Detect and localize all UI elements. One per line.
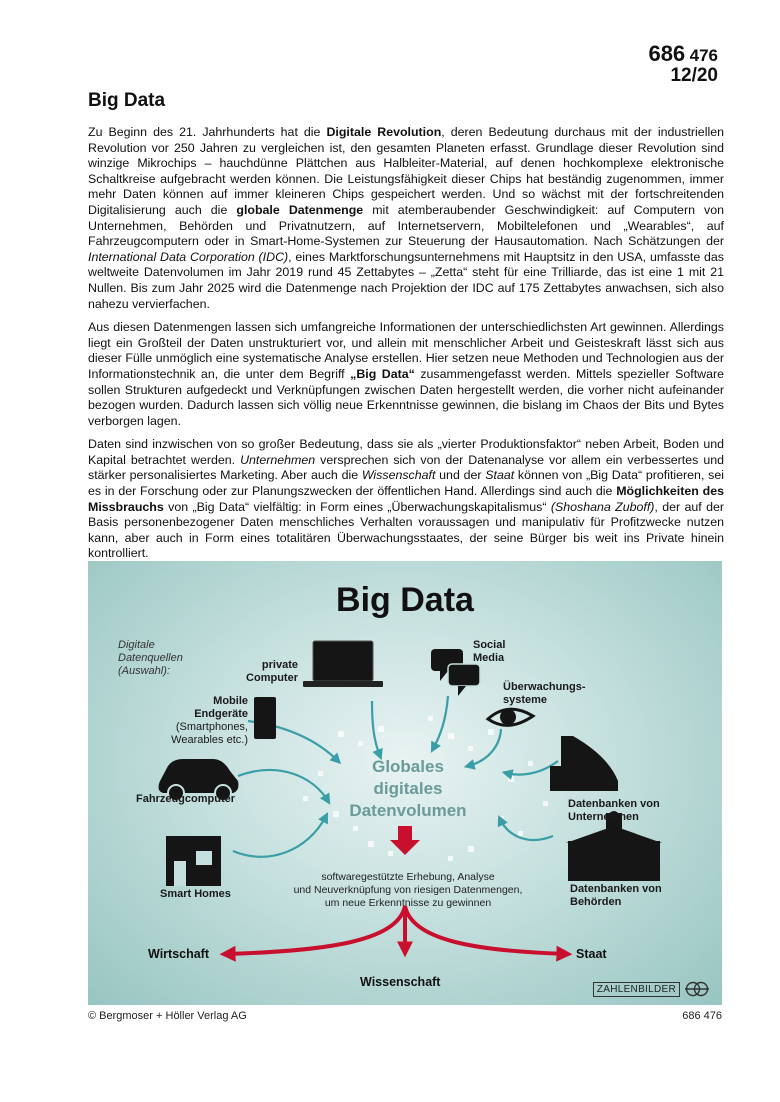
paragraph: Aus diesen Datenmengen lassen sich umfangreiche Informationen der unterschiedlichsten Art gewinnen. Allerdings liegt ein Großteil der Daten unstrukturiert vor, und allein mit menschlicher Arbeit und Geisteskraft lässt sich aus dieser Fülle unmöglich eine systematische Analyse erstellen. Hier setzen neue Methoden und Technologien aus der Informationstechnik an, die unter dem Begriff „Big Data“ zusammengefasst werden. Mittels spezieller Software sollen Strukturen aufgedeckt und Verknüpfungen zwischen Daten hergestellt werden, die vorher nicht aufeinander bezogen wurden. Dadurch lassen sich völlig neue Erkenntnisse gewinnen, die bislang im Chaos der Bits und Bytes verborgen lagen. bbox=[88, 320, 724, 428]
sources-heading: Digitale Datenquellen (Auswahl): bbox=[118, 639, 183, 677]
smartphone-icon bbox=[254, 697, 276, 739]
eye-icon bbox=[488, 709, 533, 725]
outcome-science: Wissenschaft bbox=[360, 975, 441, 989]
laptop-icon bbox=[303, 641, 383, 687]
process-description: softwaregestützte Erhebung, Analyse und Neuverknüpfung von riesigen Datenmengen, um neue Erkenntnisse zu gewinnen bbox=[293, 871, 523, 909]
paragraph: Daten sind inzwischen von so großer Bedeutung, dass sie als „vierter Produktionsfaktor“ neben Arbeit, Boden und Kapital betrachtet werden. Unternehmen versprechen sich von der Datenanalyse vor allem ein verbessertes und stärker personalisiertes Marketing. Aber auch die Wissenschaft und der Staat können von „Big Data“ profitieren, sei es in der Forschung oder zur Planungszwecken der öffentlichen Hand. Allerdings sind auch die Möglichkeiten des Missbrauchs von „Big Data“ vielfältig: in Form eines „Überwachungskapitalismus“ (Shoshana Zuboff), der auf der Basis personenbezogener Daten menschliches Verhalten voraussagen und manipulativ für Profitzwecke nutzen kann, aber auch in Form eines totalitären Überwachungsstaates, der seine Bürger bis weit ins Private hinein kontrolliert. bbox=[88, 437, 724, 561]
logo-rings-icon bbox=[684, 981, 710, 997]
number-sub: 476 bbox=[689, 46, 718, 65]
footer-code: 686 476 bbox=[682, 1010, 722, 1022]
number-main: 686 bbox=[648, 41, 686, 66]
issue-date: 12/20 bbox=[670, 64, 718, 86]
label-smart-homes: Smart Homes bbox=[160, 888, 231, 900]
body-text bbox=[88, 125, 724, 570]
infographic-title: Big Data bbox=[336, 581, 474, 619]
red-down-arrow-icon bbox=[390, 826, 420, 855]
copyright: © Bergmoser + Höller Verlag AG bbox=[88, 1010, 247, 1022]
zahlenbilder-logo: ZAHLENBILDER bbox=[593, 981, 710, 997]
label-authority-db: Datenbanken von Behörden bbox=[570, 883, 662, 908]
outcome-economy: Wirtschaft bbox=[148, 947, 210, 961]
label-private-computer: private Computer bbox=[246, 659, 298, 684]
label-surveillance: Überwachungs- systeme bbox=[503, 681, 586, 706]
company-building-icon bbox=[550, 736, 618, 791]
label-vehicle: Fahrzeugcomputer bbox=[136, 793, 236, 805]
label-mobile: Mobile Endgeräte (Smartphones, Wearables etc.) bbox=[171, 695, 248, 746]
paragraph: Zu Beginn des 21. Jahrhunderts hat die Digitale Revolution, deren Bedeutung durchaus mit der industriellen Revolution vor 250 Jahren zu vergleichen ist, den gesamten Planeten erfasst. Grundlage dieser Revolution sind winzige Mikrochips – hauchdünne Plättchen aus Halbleiter-Material, auf denen hochkomplexe elektronische Schaltkreise aufgebracht werden können. Die Leistungsfähigkeit dieser Chips hat beständig zugenommen, immer mehr Daten können auf immer kleineren Chips gespeichert werden. Und so wächst mit der fortschreitenden Digitalisierung auch die globale Datenmenge mit atemberaubender Geschwindigkeit: auf Computern von Unternehmen, Behörden und Privatnutzern, auf Internetservern, Mobiltelefonen und „Wearables“, auf Fahrzeugcomputern oder in Smart-Home-Systemen zur Steuerung der Hausautomation. Nach Schätzungen der International Data Corporation (IDC), eines Marktforschungsunternehmens mit Hauptsitz in den USA, umfasste das weltweite Datenvolumen im Jahr 2019 rund 45 Zettabytes – „Zetta“ steht für eine Trilliarde, das ist eine 1 mit 21 Nullen. Bis zum Jahr 2025 wird die Datenmenge nach Projektion der IDC auf 175 Zettabytes anwachsen, sich also nahezu vervierfachen. bbox=[88, 125, 725, 311]
label-company-db: Datenbanken von Unternehmen bbox=[568, 798, 660, 823]
label-social-media: Social Media bbox=[473, 639, 506, 664]
outcome-state: Staat bbox=[576, 947, 607, 961]
page-number bbox=[648, 42, 718, 86]
global-data-volume: Globales digitales Datenvolumen bbox=[349, 757, 467, 820]
smart-home-icon bbox=[166, 836, 221, 886]
infographic-panel bbox=[88, 561, 722, 1005]
page-title: Big Data bbox=[88, 90, 166, 111]
red-output-arrows bbox=[226, 906, 566, 954]
